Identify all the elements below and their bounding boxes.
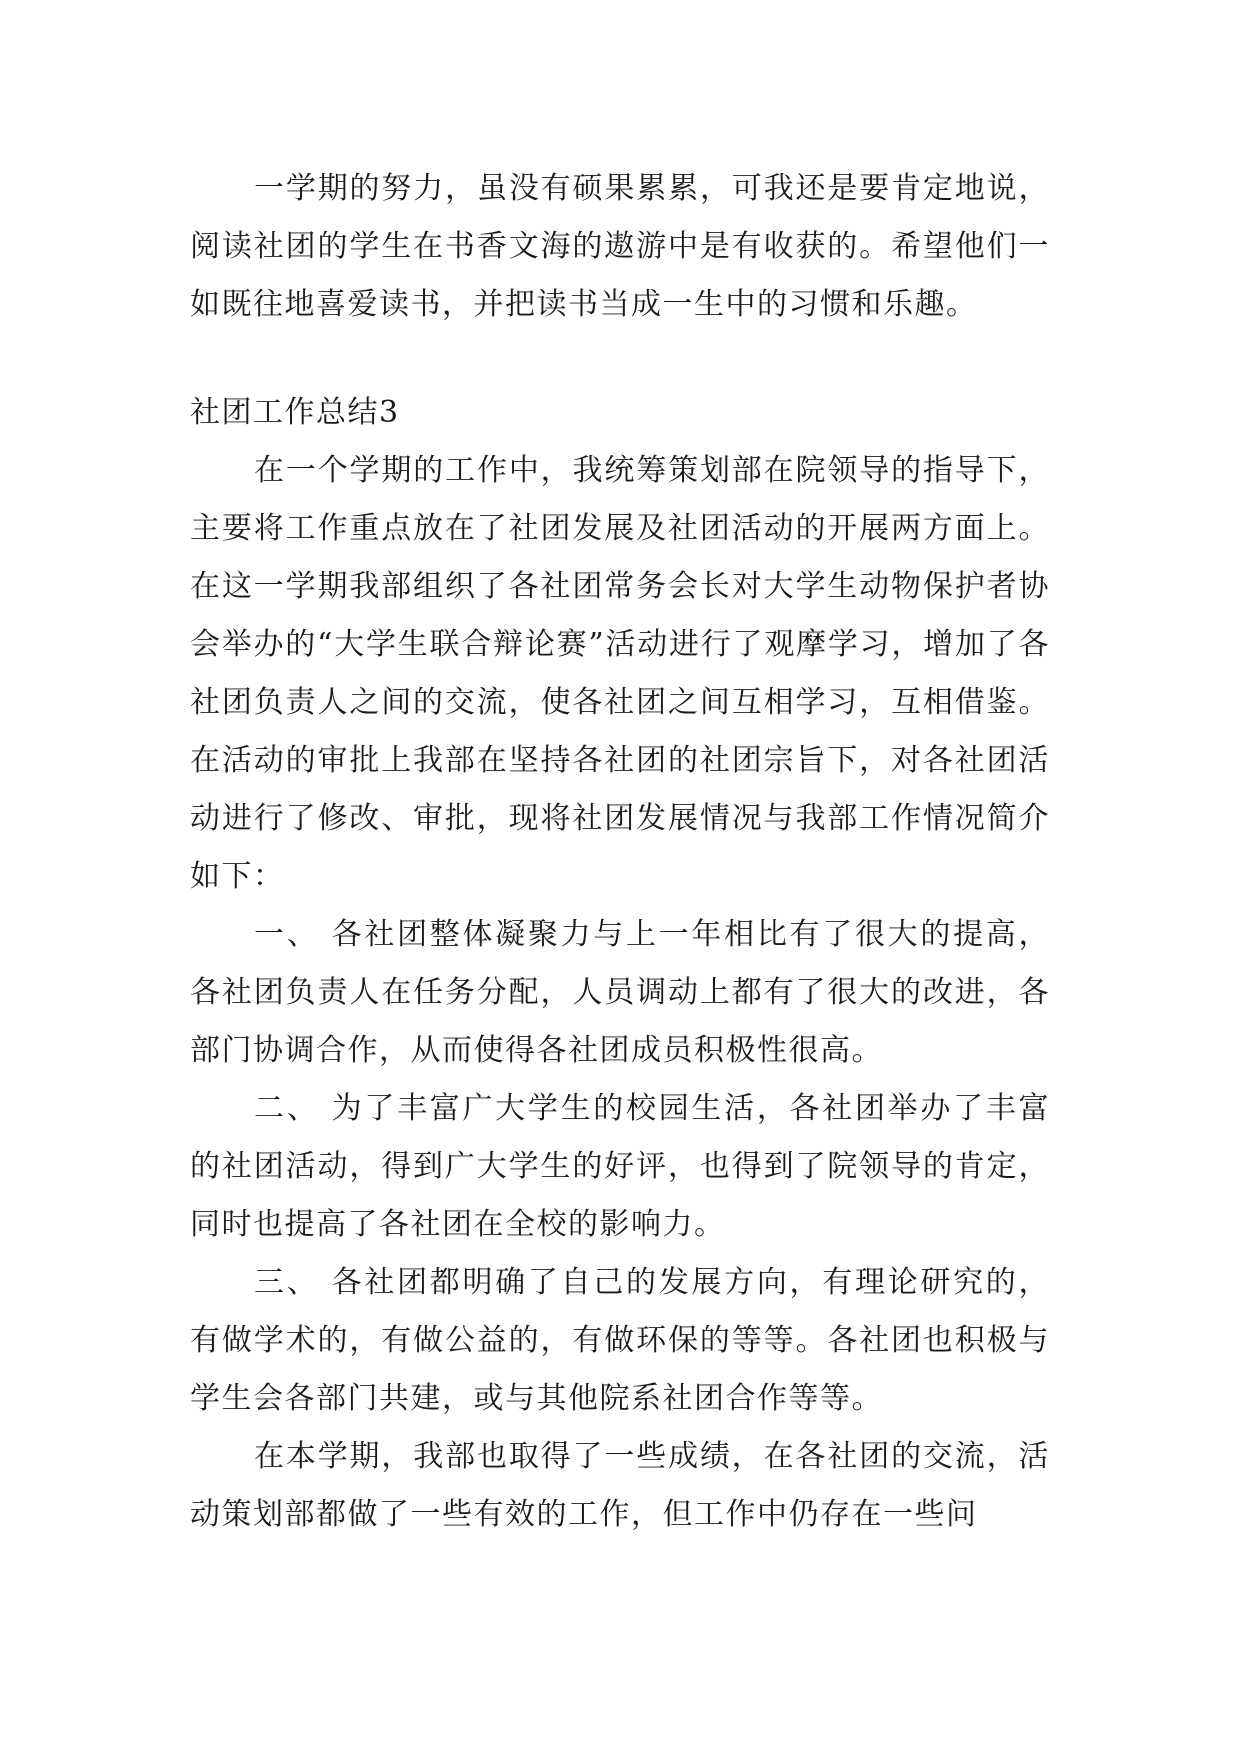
paragraph-achievements: 在本学期，我部也取得了一些成绩，在各社团的交流，活动策划部都做了一些有效的工作，但工作中仍存在一些问 (190, 1439, 1050, 1532)
paragraph-work-overview: 在一个学期的工作中，我统筹策划部在院领导的指导下，主要将工作重点放在了社团发展及社团活动的开展两方面上。在这一学期我部组织了各社团常务会长对大学生动物保护者协会举办的“大学生联合辩论赛”活动进行了观摩学习，增加了各社团负责人之间的交流，使各社团之间互相学习，互相借鉴。在活动的审批上我部在坚持各社团的社团宗旨下，对各社团活动进行了修改、审批，现将社团发展情况与我部工作情况简介如下： (190, 453, 1050, 894)
paragraph-spacer (190, 334, 1050, 384)
point-one: 一、 各社团整体凝聚力与上一年相比有了很大的提高，各社团负责人在任务分配，人员调动上都有了很大的改进，各部门协调合作，从而使得各社团成员积极性很高。 (190, 917, 1050, 1068)
point-three: 三、 各社团都明确了自己的发展方向，有理论研究的，有做学术的，有做公益的，有做环保的等等。各社团也积极与学生会各部门共建，或与其他院系社团合作等等。 (190, 1265, 1050, 1416)
section-title: 社团工作总结3 (190, 395, 400, 430)
document-body (190, 160, 1050, 1544)
point-two: 二、 为了丰富广大学生的校园生活，各社团举办了丰富的社团活动，得到广大学生的好评，也得到了院领导的肯定，同时也提高了各社团在全校的影响力。 (190, 1091, 1050, 1242)
paragraph-reading-club-summary: 一学期的努力，虽没有硕果累累，可我还是要肯定地说，阅读社团的学生在书香文海的遨游中是有收获的。希望他们一如既往地喜爱读书，并把读书当成一生中的习惯和乐趣。 (190, 171, 1050, 322)
